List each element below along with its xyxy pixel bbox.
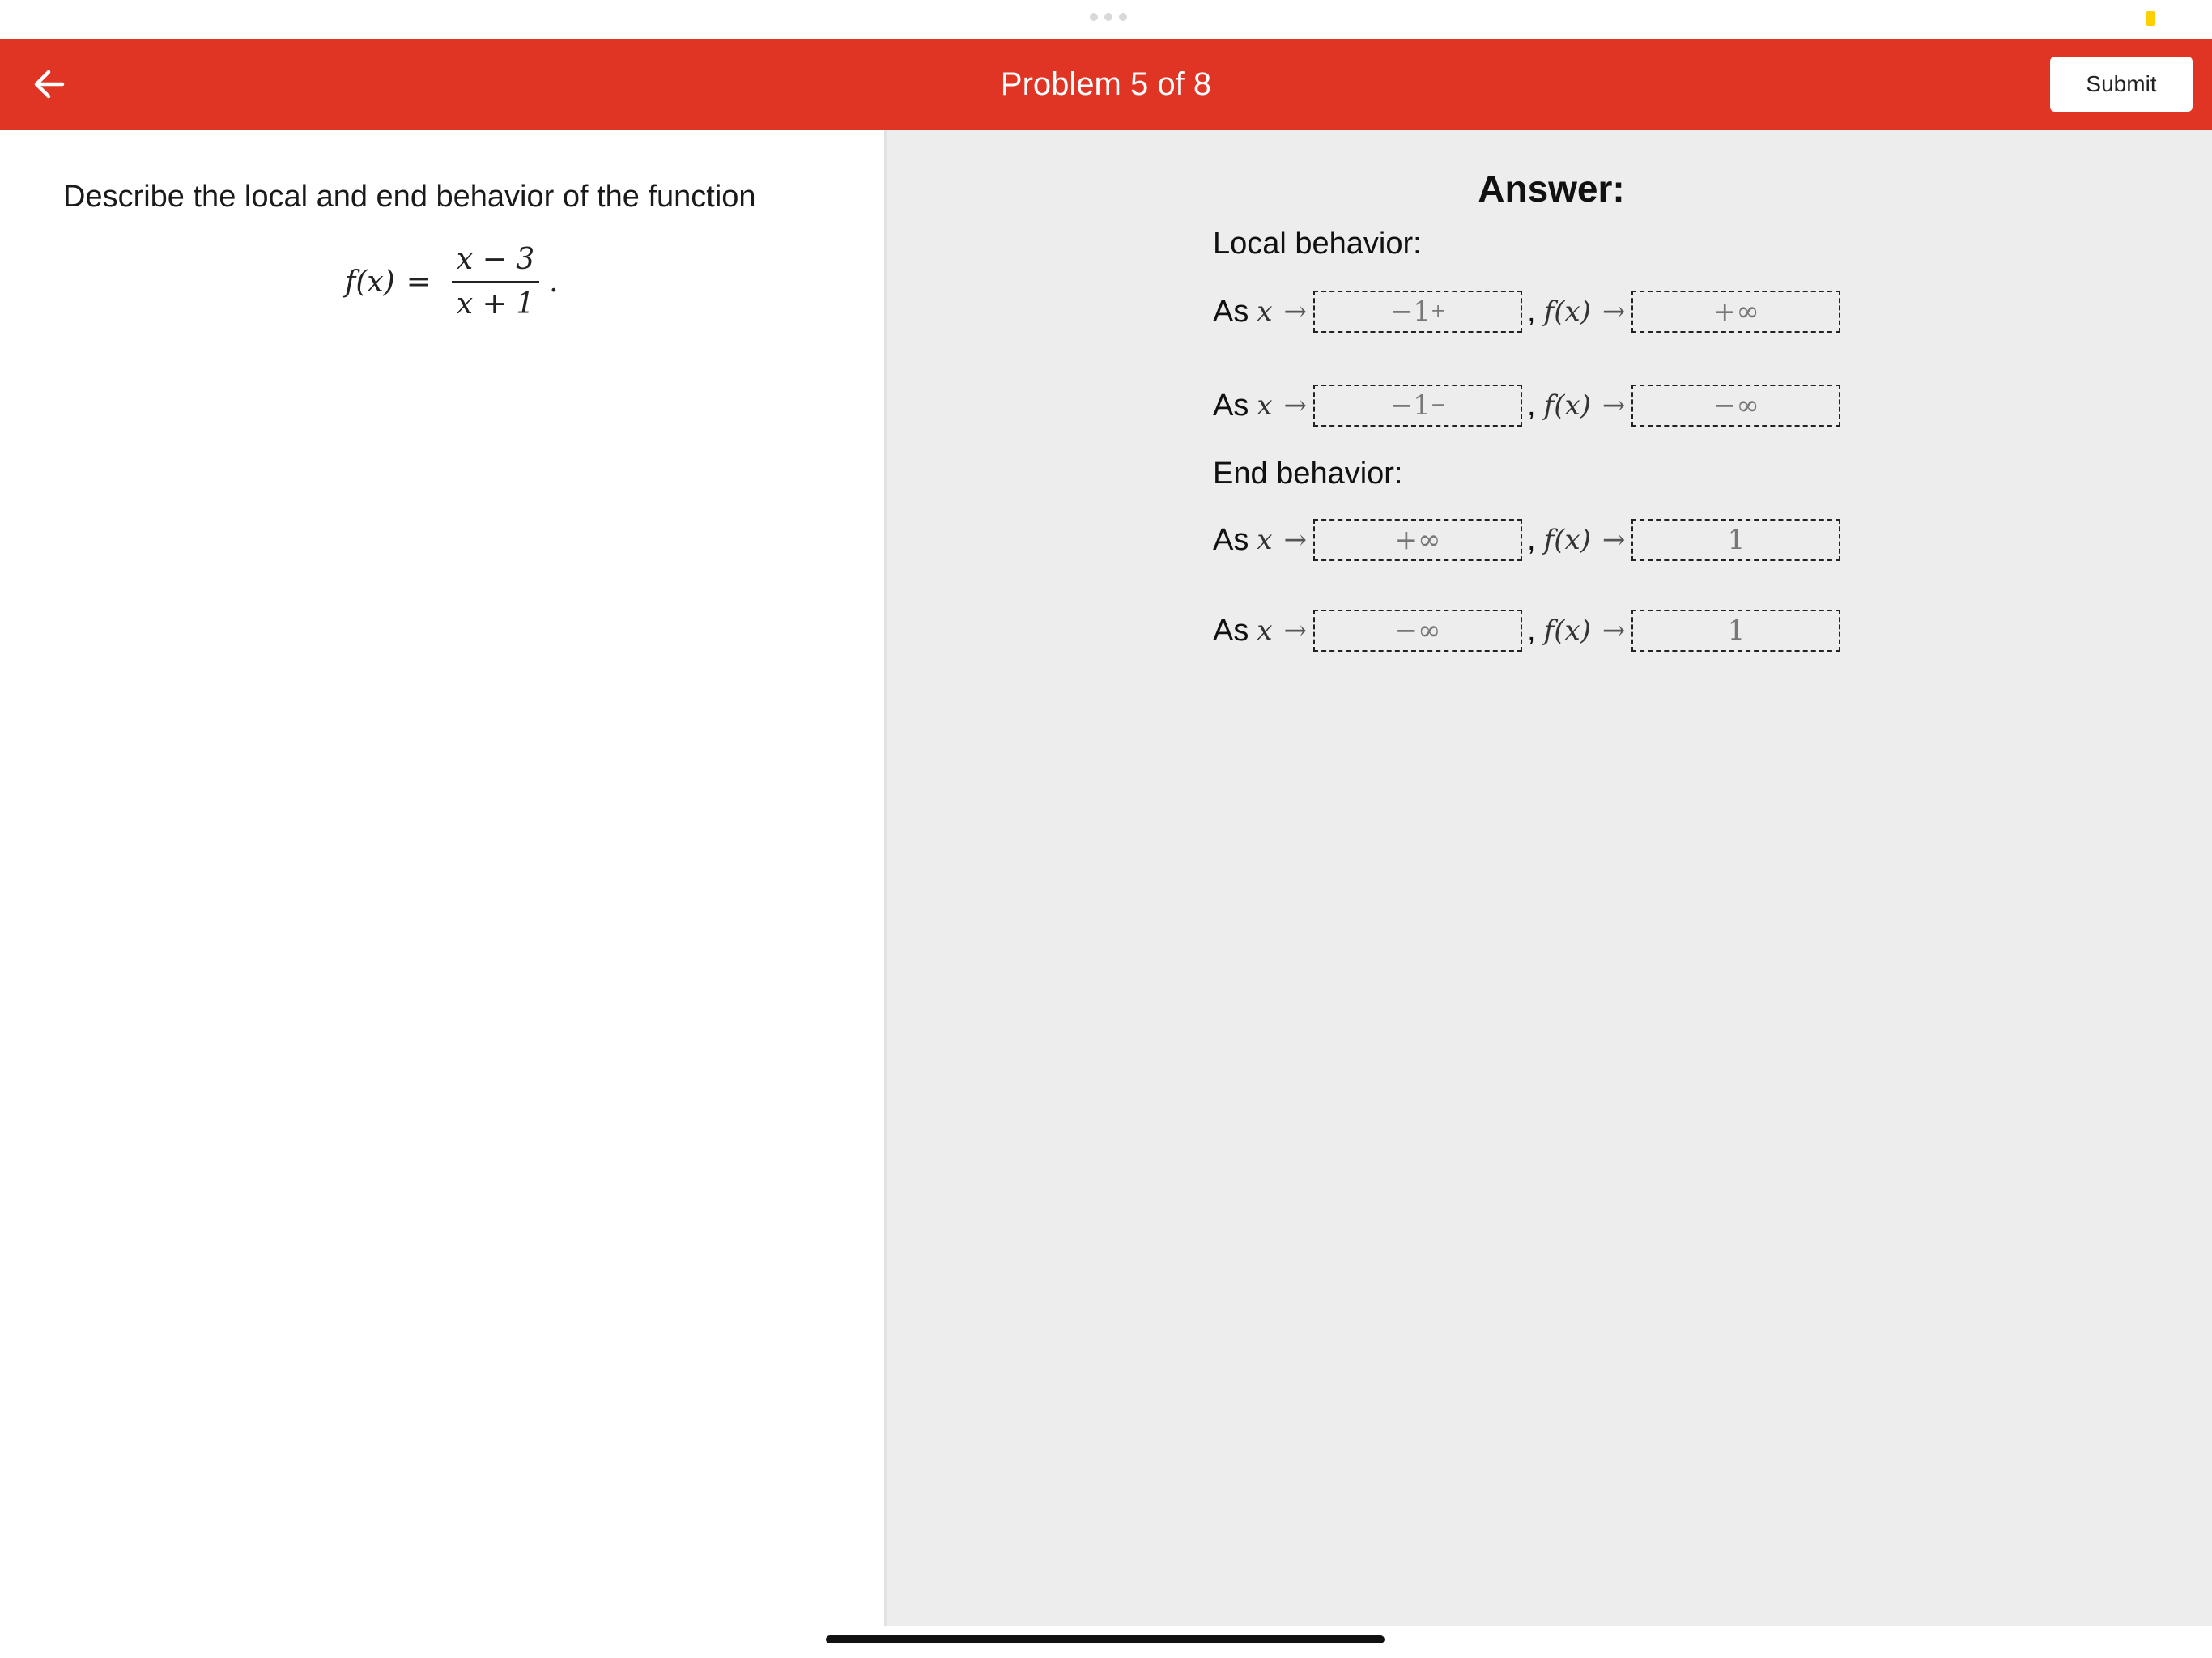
end-behavior-label: End behavior:	[1213, 457, 1403, 491]
submit-button[interactable]: Submit	[2050, 57, 2193, 112]
answer-heading: Answer:	[1478, 168, 1625, 210]
arrow-icon: →	[1283, 389, 1308, 422]
arrow-icon: →	[1283, 524, 1308, 556]
fx-limit-box[interactable]	[1631, 385, 1840, 427]
top-bar	[0, 39, 2212, 130]
fx-limit-box[interactable]	[1631, 610, 1840, 652]
x-limit-value: −1	[1389, 389, 1431, 422]
arrow-icon: →	[1602, 524, 1626, 556]
x-limit-box[interactable]	[1313, 385, 1522, 427]
answer-row-4	[1213, 607, 1840, 654]
comma: ,	[1527, 522, 1536, 557]
multitask-indicator[interactable]	[1090, 13, 1127, 21]
as-label: As	[1213, 613, 1249, 648]
fraction-numerator: x − 3	[456, 243, 535, 276]
x-limit-value: −∞	[1394, 614, 1441, 647]
x-symbol: x	[1257, 295, 1273, 328]
arrow-icon: →	[1602, 295, 1626, 328]
home-indicator[interactable]	[826, 1635, 1385, 1643]
fraction	[452, 243, 539, 321]
comma: ,	[1527, 388, 1536, 423]
answer-row-1	[1213, 288, 1840, 335]
x-symbol: x	[1257, 524, 1273, 556]
fx-symbol: f(x)	[1543, 389, 1591, 422]
x-limit-value: +∞	[1394, 524, 1441, 556]
equation-lhs: f(x)	[345, 265, 395, 299]
function-equation	[345, 243, 559, 321]
page-title: Problem 5 of 8	[1000, 66, 1212, 102]
x-limit-value: −1	[1389, 295, 1431, 328]
fx-limit-box[interactable]	[1631, 519, 1840, 561]
x-limit-side: −	[1430, 395, 1446, 415]
x-limit-box[interactable]	[1313, 291, 1522, 333]
as-label: As	[1213, 388, 1249, 423]
comma: ,	[1527, 294, 1536, 329]
fraction-denominator: x + 1	[452, 281, 539, 321]
x-limit-side: +	[1430, 301, 1446, 321]
question-prompt: Describe the local and end behavior of the function	[63, 180, 756, 214]
battery-icon	[2146, 11, 2155, 26]
answer-row-3	[1213, 517, 1840, 563]
answer-row-2	[1213, 382, 1840, 429]
fx-limit-value: +∞	[1713, 295, 1759, 328]
comma: ,	[1527, 613, 1536, 648]
as-label: As	[1213, 522, 1249, 557]
arrow-icon: →	[1283, 295, 1308, 328]
question-pane	[0, 130, 884, 1626]
arrow-icon: →	[1602, 614, 1626, 647]
as-label: As	[1213, 294, 1249, 329]
arrow-icon: →	[1283, 614, 1308, 647]
fx-symbol: f(x)	[1543, 295, 1591, 328]
x-limit-box[interactable]	[1313, 610, 1522, 652]
x-symbol: x	[1257, 389, 1273, 422]
x-symbol: x	[1257, 614, 1273, 647]
fx-symbol: f(x)	[1543, 524, 1591, 556]
equals-sign: =	[406, 265, 431, 299]
fx-symbol: f(x)	[1543, 614, 1591, 647]
answer-pane	[884, 130, 2212, 1626]
equation-period: .	[549, 265, 559, 299]
local-behavior-label: Local behavior:	[1213, 227, 1422, 261]
fx-limit-value: −∞	[1713, 389, 1759, 422]
fx-limit-value: 1	[1727, 614, 1746, 647]
x-limit-box[interactable]	[1313, 519, 1522, 561]
fx-limit-box[interactable]	[1631, 291, 1840, 333]
arrow-icon: →	[1602, 389, 1626, 422]
fx-limit-value: 1	[1727, 524, 1746, 556]
